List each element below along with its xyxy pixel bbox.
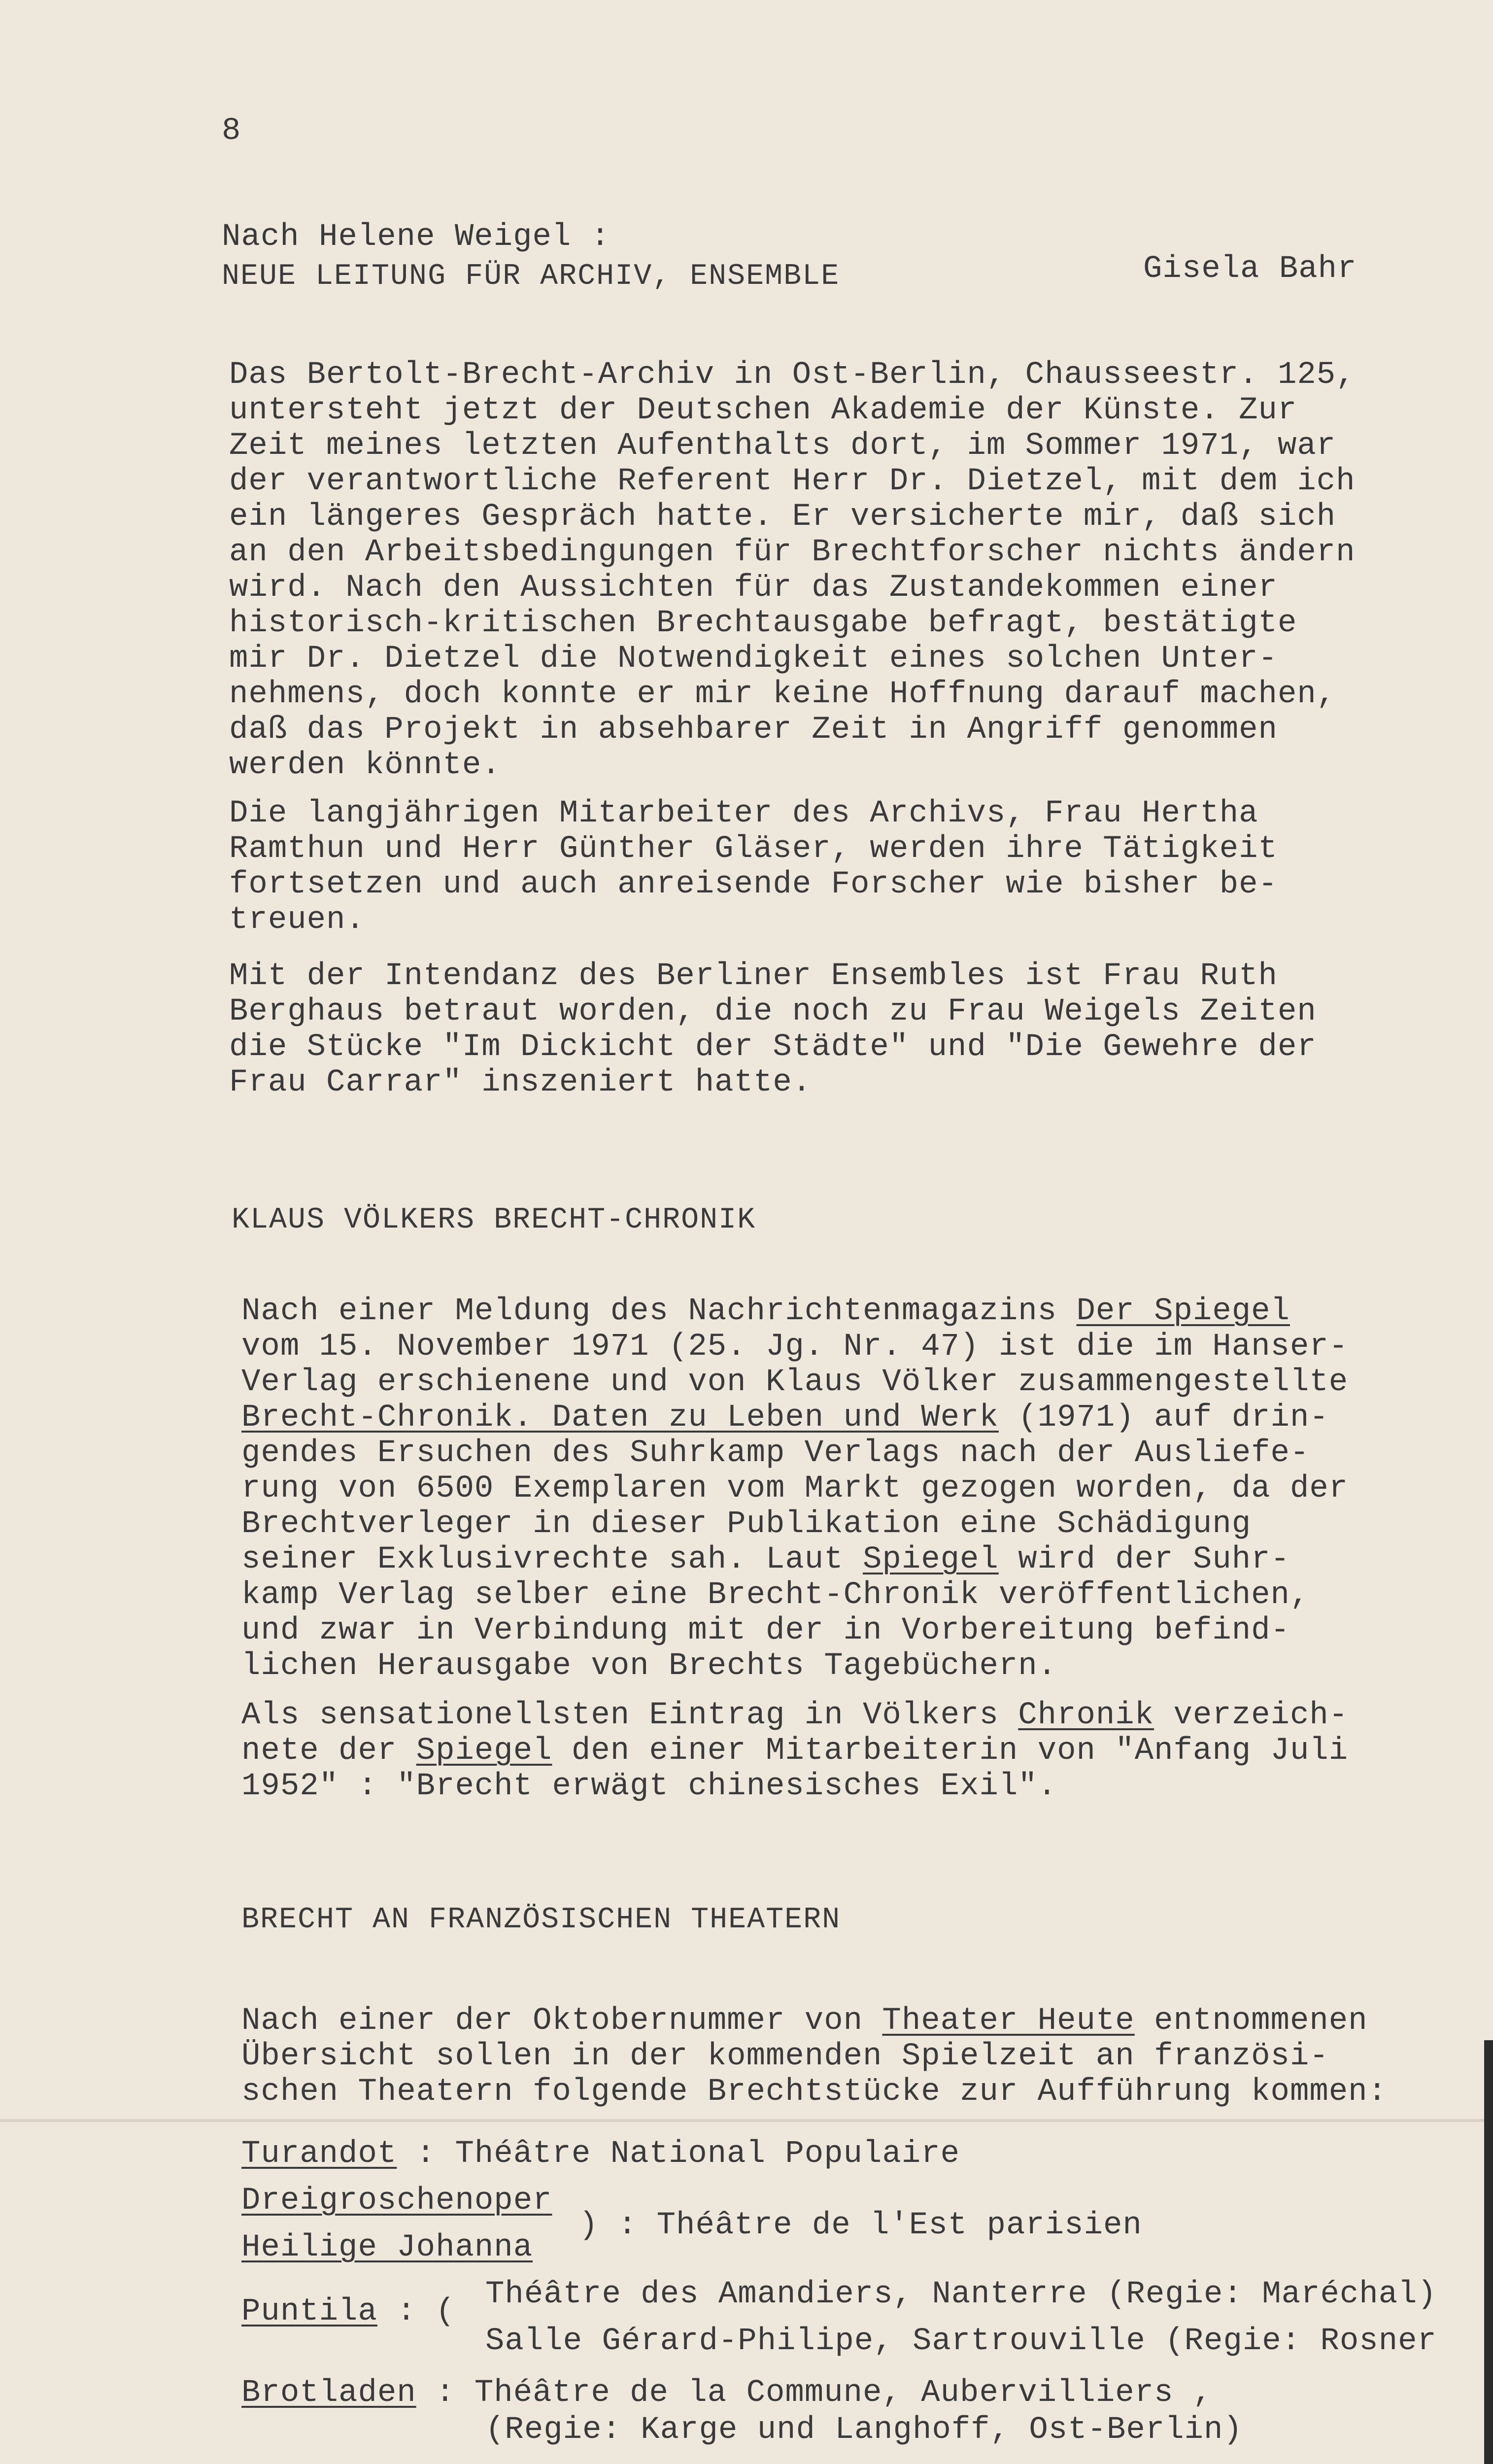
venue-est-parisien: ) : Théâtre de l'Est parisien — [579, 2208, 1142, 2243]
venue-amandiers: Théâtre des Amandiers, Nanterre (Regie: Maréchal) — [485, 2277, 1437, 2312]
text-line: nehmens, doch konnte er mir keine Hoffnung darauf machen, — [229, 677, 1336, 712]
text-line: und zwar in Verbindung mit der in Vorbereitung befind- — [241, 1613, 1290, 1648]
text-line — [241, 1294, 1348, 1329]
article1-author: Gisela Bahr — [1143, 251, 1357, 287]
text-line: Die langjährigen Mitarbeiter des Archivs, Frau Hertha — [229, 796, 1258, 831]
article2-title: KLAUS VÖLKERS BRECHT-CHRONIK — [232, 1203, 756, 1237]
text-line — [241, 1400, 1348, 1436]
article1-title: NEUE LEITUNG FÜR ARCHIV, ENSEMBLE — [222, 260, 840, 293]
article1-paragraph3 — [229, 958, 1317, 1100]
text-line: Zeit meines letzten Aufenthalts dort, im Sommer 1971, war — [229, 428, 1336, 464]
text-line: Mit der Intendanz des Berliner Ensembles ist Frau Ruth — [229, 958, 1278, 994]
separator: : ( — [377, 2294, 455, 2329]
page-number: 8 — [222, 113, 241, 149]
play-title: Brotladen — [241, 2375, 416, 2411]
text-segment: nete der — [241, 1733, 416, 1769]
production-row-dreigroschenoper — [241, 2183, 552, 2219]
venue: : Théâtre National Populaire — [397, 2136, 960, 2172]
production-row-johanna — [241, 2230, 533, 2265]
text-line: lichen Herausgabe von Brechts Tagebüchern. — [241, 1648, 1057, 1684]
text-line: gendes Ersuchen des Suhrkamp Verlags nach der Ausliefe- — [241, 1436, 1310, 1471]
text-line: Ramthun und Herr Günther Gläser, werden ihre Tätigkeit — [229, 831, 1278, 867]
article1-kicker: Nach Helene Weigel : — [222, 219, 611, 255]
publication-title: Der Spiegel — [1076, 1294, 1290, 1329]
production-row-brotladen — [241, 2375, 1212, 2411]
text-line: kamp Verlag selber eine Brecht-Chronik veröffentlichen, — [241, 1577, 1310, 1613]
text-line: untersteht jetzt der Deutschen Akademie der Künste. Zur — [229, 393, 1297, 428]
text-line — [241, 1733, 1348, 1769]
text-line: fortsetzen und auch anreisende Forscher wie bisher be- — [229, 867, 1278, 902]
text-segment: (1971) auf drin- — [998, 1400, 1329, 1436]
text-line: Berghaus betraut worden, die noch zu Frau Weigels Zeiten — [229, 994, 1317, 1029]
text-line: historisch-kritischen Brechtausgabe befragt, bestätigte — [229, 606, 1297, 641]
text-segment: entnommenen — [1134, 2003, 1368, 2039]
paper-fold-line — [0, 2119, 1493, 2122]
text-segment: Nach einer der Oktobernummer von — [241, 2003, 882, 2039]
text-line: rung von 6500 Exemplaren vom Markt gezogen worden, da der — [241, 1471, 1349, 1506]
text-line: mir Dr. Dietzel die Notwendigkeit eines solchen Unter- — [229, 641, 1278, 677]
text-line: die Stücke "Im Dickicht der Städte" und "Die Gewehre der — [229, 1029, 1317, 1065]
text-line: an den Arbeitsbedingungen für Brechtforscher nichts ändern — [229, 535, 1356, 570]
article1-paragraph2 — [229, 796, 1278, 938]
book-title: Brecht-Chronik. Daten zu Leben und Werk — [241, 1400, 999, 1436]
text-line: 1952" : "Brecht erwägt chinesisches Exil". — [241, 1769, 1057, 1804]
article3-title: BRECHT AN FRANZÖSISCHEN THEATERN — [241, 1903, 841, 1937]
text-line: vom 15. November 1971 (25. Jg. Nr. 47) ist die im Hanser- — [241, 1329, 1349, 1365]
text-line: werden könnte. — [229, 748, 501, 783]
article3-intro — [241, 2003, 1387, 2110]
text-segment: verzeich- — [1154, 1698, 1349, 1733]
text-segment: Als sensationellsten Eintrag in Völkers — [241, 1698, 1018, 1733]
text-line: treuen. — [229, 902, 365, 938]
text-line: Das Bertolt-Brecht-Archiv in Ost-Berlin, Chausseestr. 125, — [229, 357, 1356, 393]
text-line — [241, 2003, 1387, 2039]
scan-shadow-edge — [1484, 2040, 1493, 2464]
text-line: Verlag erschienene und von Klaus Völker zusammengestellte — [241, 1365, 1349, 1400]
article1-paragraph1 — [229, 357, 1356, 783]
venue-gerard-philipe: Salle Gérard-Philipe, Sartrouville (Regie: Rosner — [485, 2324, 1437, 2359]
text-line: der verantwortliche Referent Herr Dr. Dietzel, mit dem ich — [229, 464, 1356, 499]
text-segment: seiner Exklusivrechte sah. Laut — [241, 1542, 863, 1577]
production-row-turandot — [241, 2136, 960, 2172]
text-line: Brechtverleger in dieser Publikation eine Schädigung — [241, 1506, 1252, 1542]
text-line: wird. Nach den Aussichten für das Zustandekommen einer — [229, 570, 1278, 606]
text-segment: wird der Suhr- — [998, 1542, 1290, 1577]
text-line: Übersicht sollen in der kommenden Spielzeit an französi- — [241, 2039, 1329, 2074]
play-title: Puntila — [241, 2294, 377, 2329]
venue: : Théâtre de la Commune, Aubervilliers , — [416, 2375, 1213, 2411]
text-line — [241, 1542, 1348, 1577]
text-line: daß das Projekt in absehbarer Zeit in Angriff genommen — [229, 712, 1278, 748]
text-line: ein längeres Gespräch hatte. Er versicherte mir, daß sich — [229, 499, 1336, 535]
text-line — [241, 1698, 1348, 1733]
venue-regie-karge: (Regie: Karge und Langhoff, Ost-Berlin) — [485, 2412, 1243, 2448]
play-title: Turandot — [241, 2136, 397, 2172]
text-line: schen Theatern folgende Brechtstücke zur Aufführung kommen: — [241, 2074, 1387, 2110]
production-row-puntila — [241, 2294, 455, 2329]
article2-paragraph1 — [241, 1294, 1348, 1684]
text-segment: den einer Mitarbeiterin von "Anfang Juli — [552, 1733, 1349, 1769]
publication-title: Spiegel — [863, 1542, 999, 1577]
text-segment: Nach einer Meldung des Nachrichtenmagazins — [241, 1294, 1077, 1329]
publication-title: Theater Heute — [882, 2003, 1135, 2039]
text-line: Frau Carrar" inszeniert hatte. — [229, 1065, 812, 1100]
article2-paragraph2 — [241, 1698, 1348, 1804]
play-title: Dreigroschenoper — [241, 2183, 552, 2219]
play-title: Heilige Johanna — [241, 2230, 533, 2265]
publication-title: Spiegel — [416, 1733, 552, 1769]
book-title: Chronik — [1018, 1698, 1154, 1733]
